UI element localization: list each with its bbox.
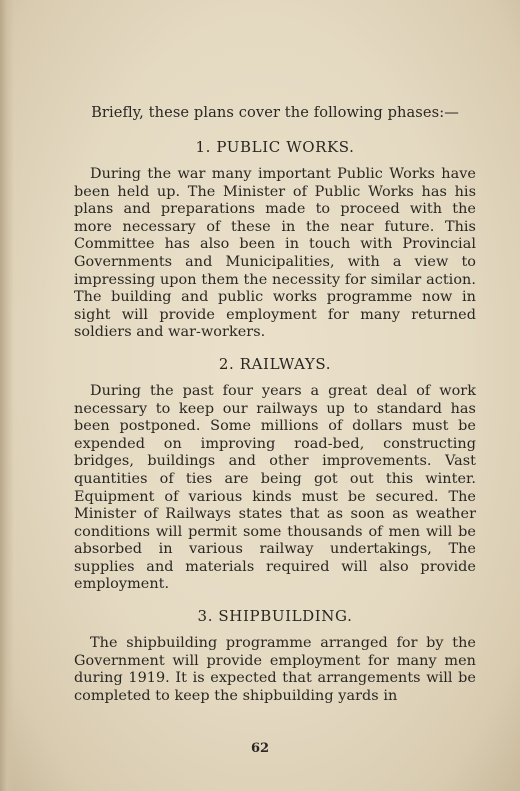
- section-text-railways: During the past four years a great deal of work necessary to keep our railways up to standard has been postponed. Some millions of dollars must be expended on improving road-bed, constructing bridges, buildings and other improvements. Vast quantities of ties are being got out this winter. Equipment of various kinds must be secured. The Minister of Railways states that as soon as weather conditions will permit some thousands of men will be absorbed in various railway undertakings, The supplies and materials required will also provide employment.: [74, 382, 476, 593]
- section-text-public-works: During the war many important Public Works have been held up. The Minister of Public Works has his plans and preparations made to proceed with the more necessary of these in the near future. This Committee has also been in touch with Provincial Governments and Municipalities, with a view to impressing upon them the necessity for similar action. The building and public works programme now in sight will provide employment for many returned soldiers and war-workers.: [74, 166, 476, 341]
- intro-line: Briefly, these plans cover the following phases:—: [91, 104, 459, 121]
- section-heading-railways: 2. RAILWAYS.: [218, 354, 332, 373]
- section-heading-shipbuilding: 3. SHIPBUILDING.: [197, 607, 353, 626]
- page-text: [74, 103, 476, 717]
- section-heading-public-works: 1. PUBLIC WORKS.: [195, 138, 355, 156]
- section-text-shipbuilding: The shipbuilding programme arranged for by the Government will provide employment for many men during 1919. It is expected that arrangements will be completed to keep the shipbuilding yards in: [74, 635, 476, 704]
- page-number: 62: [250, 741, 270, 756]
- page-binding-edge: [0, 0, 14, 791]
